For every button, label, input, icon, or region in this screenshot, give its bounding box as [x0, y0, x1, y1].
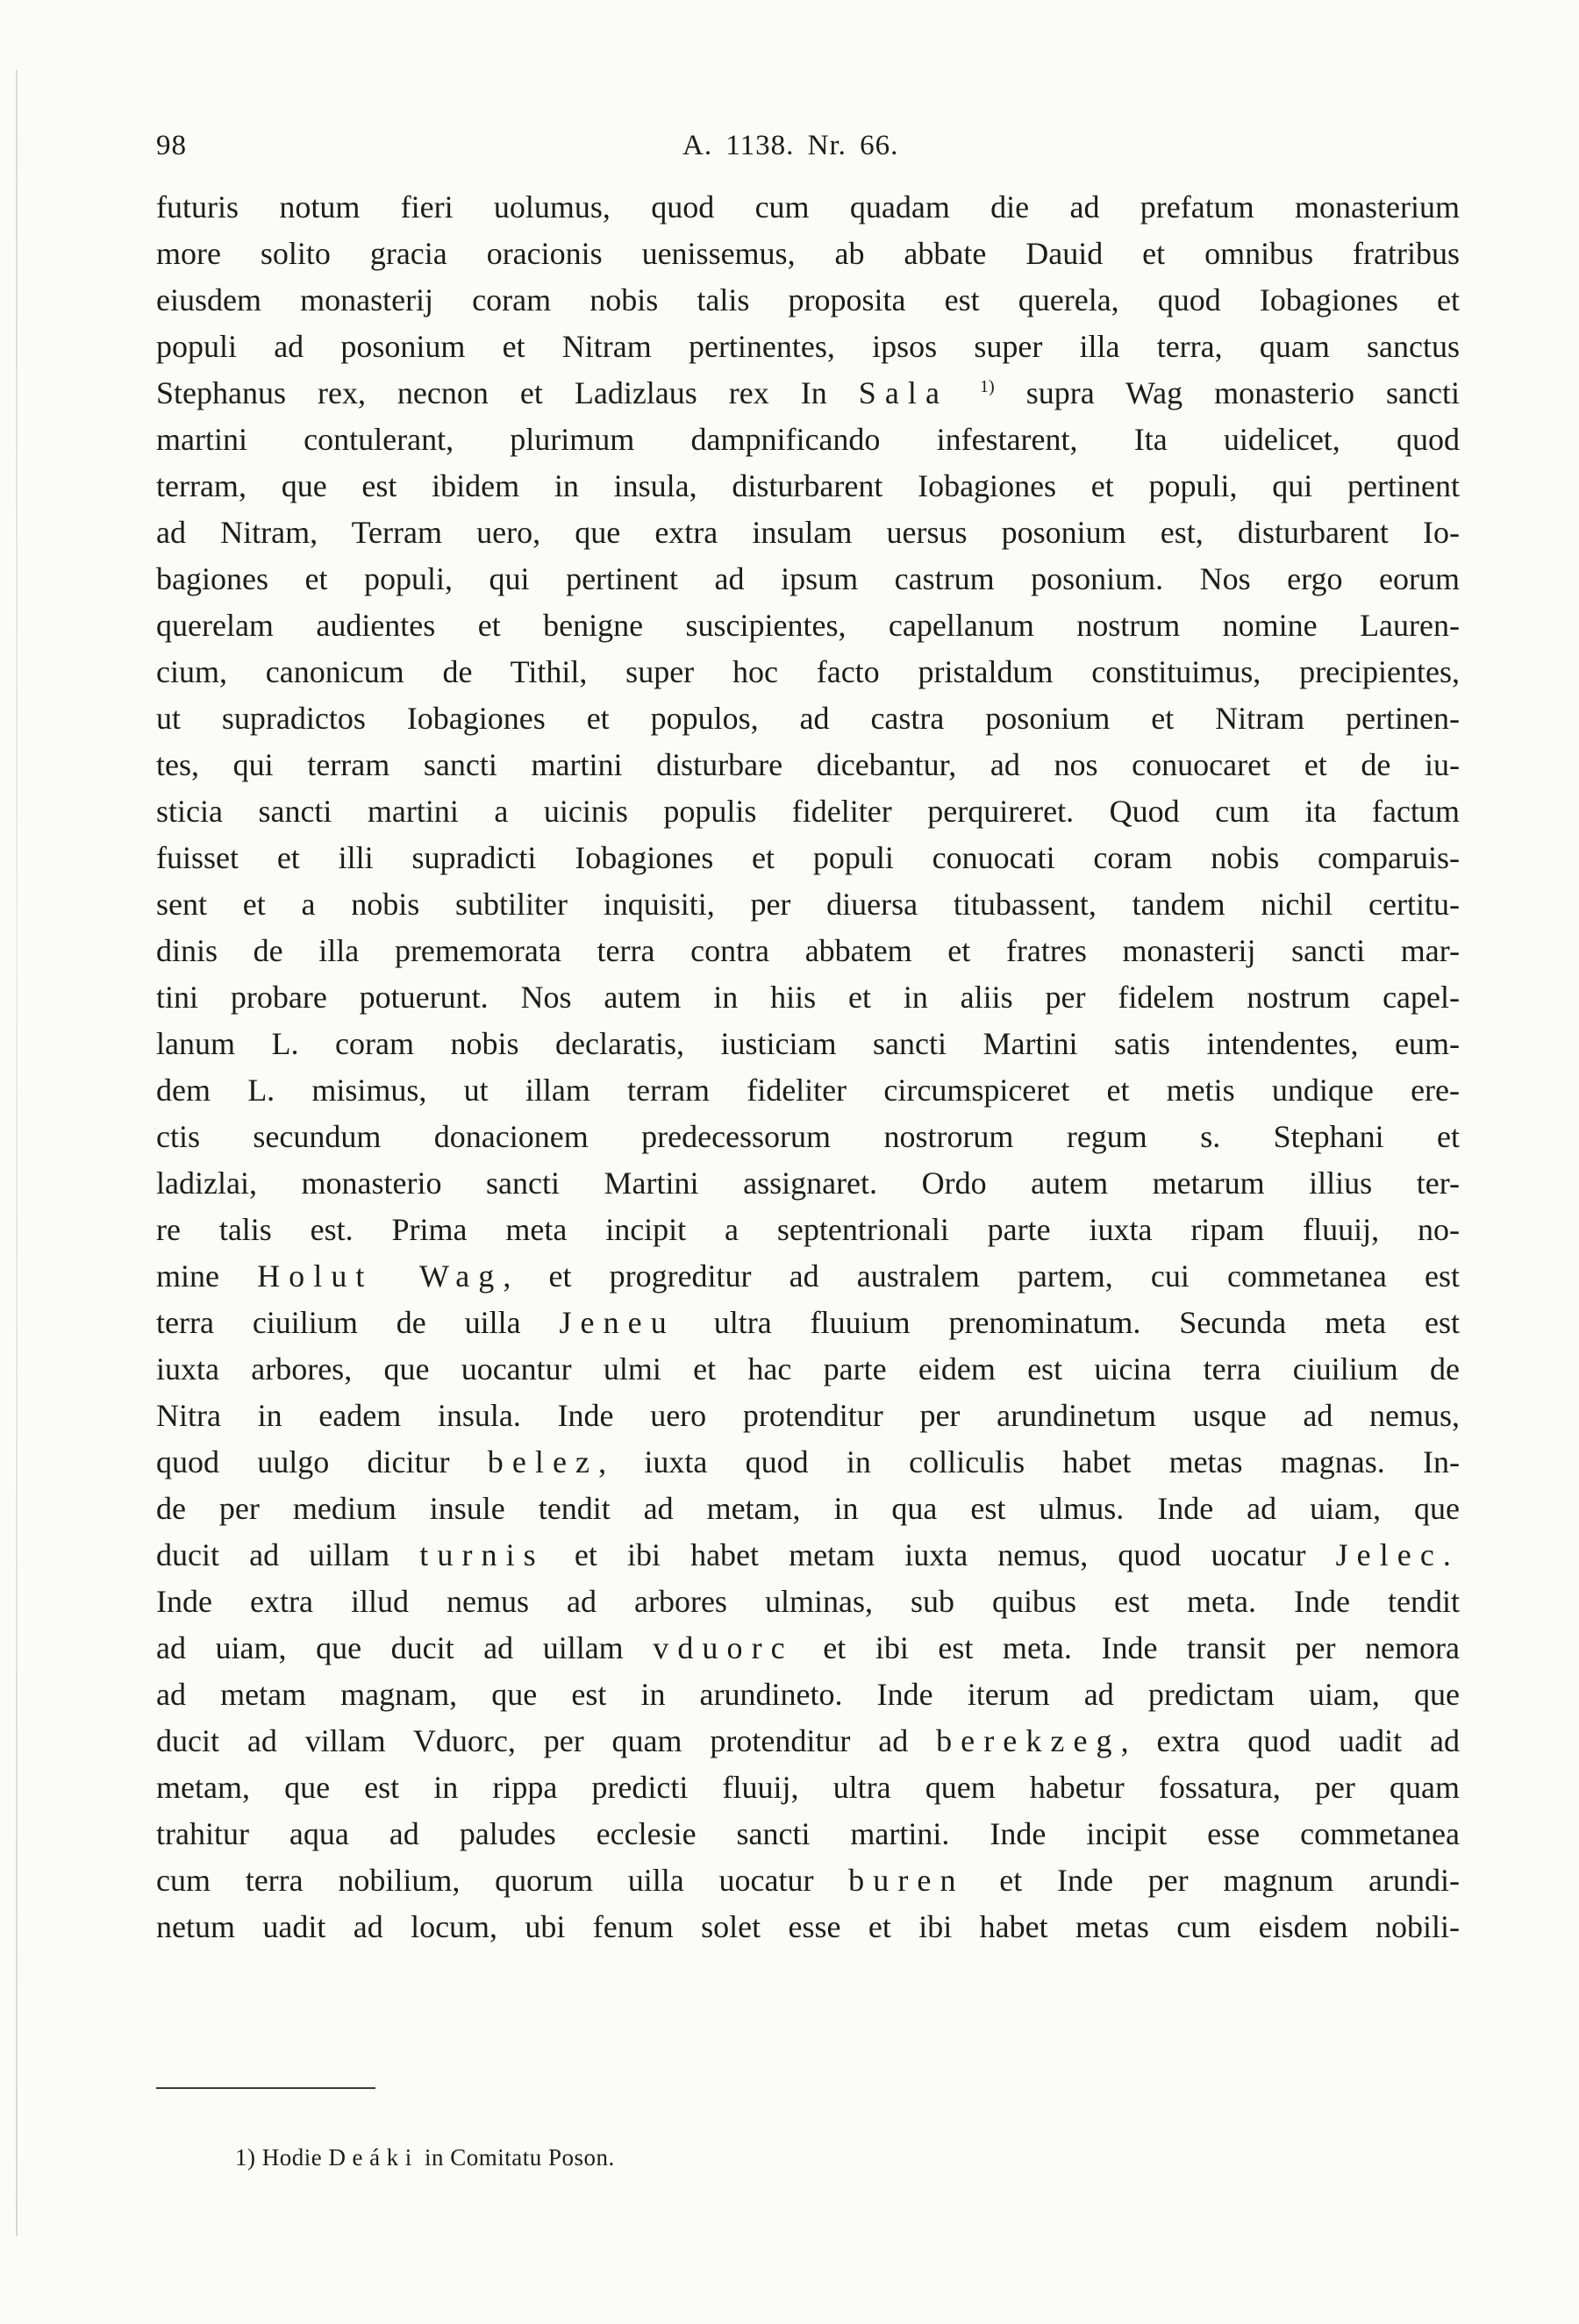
text-line-33: ad metam magnam, que est in arundineto. Inde iterum ad predictam uiam, que: [156, 1677, 1460, 1712]
text-line-21: ctis secundum donacionem predecessorum nostrorum regum s. Stephani et: [156, 1119, 1460, 1154]
text-line-15: fuisset et illi supradicti Iobagiones et populi conuocati coram nobis comparuis-: [156, 840, 1460, 875]
text-line-1: futuris notum fieri uolumus, quod cum quadam die ad prefatum monasterium: [156, 189, 1460, 225]
scan-edge-line: [16, 70, 18, 2236]
text-line-2: more solito gracia oracionis uenissemus, ab abbate Dauid et omnibus fratribus: [156, 236, 1460, 271]
place-name-holut-wag: Holut Wag: [257, 1258, 504, 1294]
text-line-38: netum uadit ad locum, ubi fenum solet esse et ibi habet metas cum eisdem nobili-: [156, 1909, 1460, 1944]
text-line-9: bagiones et populi, qui pertinent ad ipsum castrum posonium. Nos ergo eorum: [156, 561, 1460, 596]
text-line-23: re talis est. Prima meta incipit a septentrionali parte iuxta ripam fluuij, no-: [156, 1212, 1460, 1247]
text-line-25: terra ciuilium de uilla Jeneu ultra fluuium prenominatum. Secunda meta est: [156, 1305, 1460, 1340]
page-header: [156, 130, 1472, 168]
text-line-26: iuxta arbores, que uocantur ulmi et hac parte eidem est uicina terra ciuilium de: [156, 1351, 1460, 1387]
text-line-35: metam, que est in rippa predicti fluuij, ultra quem habetur fossatura, per quam: [156, 1770, 1460, 1805]
place-name-vduorc: vduorc: [653, 1630, 794, 1665]
text-line-34: ducit ad villam Vduorc, per quam protenditur ad berekzeg, extra quod uadit ad: [156, 1723, 1460, 1758]
text-line-27: Nitra in eadem insula. Inde uero protenditur per arundinetum usque ad nemus,: [156, 1398, 1460, 1433]
text-line-4: populi ad posonium et Nitram pertinentes, ipsos super illa terra, quam sanctus: [156, 329, 1460, 364]
text-line-20: dem L. misimus, ut illam terram fideliter circumspiceret et metis undique ere-: [156, 1073, 1460, 1108]
text-line-17: dinis de illa prememorata terra contra abbatem et fratres monasterij sancti mar-: [156, 933, 1460, 968]
place-name-turnis: turnis: [419, 1537, 545, 1572]
text-line-12: ut supradictos Iobagiones et populos, ad castra posonium et Nitram pertinen-: [156, 701, 1460, 736]
text-line-18: tini probare potuerunt. Nos autem in hiis et in aliis per fidelem nostrum capel-: [156, 980, 1460, 1015]
running-title: A. 1138. Nr. 66.: [682, 130, 899, 161]
text-line-6: martini contulerant, plurimum dampnificando infestarent, Ita uidelicet, quod: [156, 422, 1460, 457]
place-name-buren: buren: [848, 1863, 965, 1898]
place-name-berekzeg: berekzeg: [936, 1723, 1121, 1758]
text-line-32: ad uiam, que ducit ad uillam vduorc et ibi est meta. Inde transit per nemora: [156, 1630, 1461, 1665]
place-name-belez: belez: [487, 1444, 599, 1479]
text-line-29: de per medium insule tendit ad metam, in qua est ulmus. Inde ad uiam, que: [156, 1491, 1460, 1526]
page-number: 98: [156, 130, 187, 161]
footnote-marker: 1): [980, 377, 995, 396]
text-line-28: quod uulgo dicitur belez, iuxta quod in colliculis habet metas magnas. In-: [156, 1444, 1461, 1479]
place-name-jelec: Jelec.: [1335, 1537, 1461, 1572]
footnote-rule: [156, 2087, 375, 2089]
text-line-22: ladizlai, monasterio sancti Martini assignaret. Ordo autem metarum illius ter-: [156, 1166, 1460, 1201]
text-line-24: mine Holut Wag, et progreditur ad australem partem, cui commetanea est: [156, 1258, 1460, 1294]
text-line-30: ducit ad uillam turnis et ibi habet metam iuxta nemus, quod uocatur Jelec.: [156, 1537, 1461, 1572]
text-line-7: terram, que est ibidem in insula, disturbarent Iobagiones et populi, qui pertinent: [156, 468, 1460, 503]
text-line-14: sticia sancti martini a uicinis populis fideliter perquireret. Quod cum ita factum: [156, 794, 1460, 829]
text-line-19: lanum L. coram nobis declaratis, iusticiam sancti Martini satis intendentes, eum-: [156, 1026, 1460, 1061]
text-line-5: Stephanus rex, necnon et Ladizlaus rex In Sala $^{1)}$ supra Wag monasterio sancti: [156, 375, 1461, 410]
footnote-text-before: Hodie: [261, 2144, 323, 2171]
text-line-8: ad Nitram, Terram uero, que extra insulam uersus posonium est, disturbarent Io-: [156, 515, 1460, 550]
text-line-31: Inde extra illud nemus ad arbores ulminas, sub quibus est meta. Inde tendit: [156, 1584, 1460, 1619]
place-name-sala: Sala: [858, 375, 949, 410]
text-line-13: tes, qui terram sancti martini disturbare dicebantur, ad nos conuocaret et de iu-: [156, 747, 1460, 782]
footnote: [235, 2144, 615, 2171]
text-line-10: querelam audientes et benigne suscipientes, capellanum nostrum nomine Lauren-: [156, 608, 1460, 643]
text-line-36: trahitur aqua ad paludes ecclesie sancti martini. Inde incipit esse commetanea: [156, 1816, 1460, 1851]
text-line-3: eiusdem monasterij coram nobis talis proposita est querela, quod Iobagiones et: [156, 282, 1460, 317]
text-line-11: cium, canonicum de Tithil, super hoc facto pristaldum constituimus, precipientes,: [156, 654, 1460, 689]
body-text: [156, 184, 1460, 1950]
footnote-place-name: Deáki: [328, 2144, 418, 2171]
footnote-marker-label: 1): [235, 2144, 256, 2171]
footnote-text-after: in Comitatu Poson.: [425, 2144, 615, 2171]
text-line-37: cum terra nobilium, quorum uilla uocatur buren et Inde per magnum arundi-: [156, 1863, 1460, 1898]
text-line-16: sent et a nobis subtiliter inquisiti, per diuersa titubassent, tandem nichil certitu-: [156, 887, 1460, 922]
place-name-jeneu: Jeneu: [559, 1305, 675, 1340]
